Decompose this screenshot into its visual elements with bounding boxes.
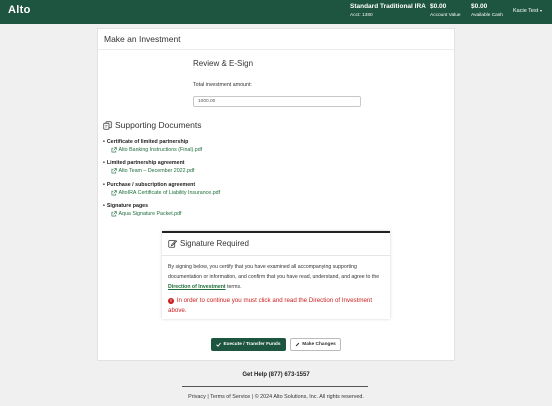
document-type: • Signature pages: [103, 203, 149, 210]
top-nav-bar: [0, 0, 552, 24]
available-cash-label: Available Cash: [471, 13, 503, 18]
document-link[interactable]: Aqua Signature Packet.pdf: [111, 210, 220, 218]
investment-amount-input[interactable]: [193, 96, 361, 107]
copyright-text: © 2024 Alto Solutions, Inc. All rights reserved.: [254, 394, 364, 400]
section-title: Review & E-Sign: [193, 59, 254, 68]
signature-terms: By signing below, you certify that you have examined all accompanying supporting documentation or information, and confirm that you have read, understand, and agree to the Direction of Investment terms.: [168, 264, 380, 290]
alto-logo[interactable]: Alto: [8, 4, 31, 16]
investment-card: [97, 28, 455, 361]
list-item: [103, 203, 220, 218]
account-value-stat: [430, 3, 461, 18]
list-item: [103, 182, 220, 197]
user-name: Kacie Test: [513, 8, 539, 14]
help-phone: Get Help (877) 673-1557: [242, 372, 310, 378]
document-type: • Certificate of limited partnership: [103, 139, 189, 145]
list-item: [103, 160, 220, 175]
exclamation-circle-icon: !: [168, 298, 174, 304]
available-cash-stat: [471, 3, 503, 18]
document-link[interactable]: AltoIRA Certificate of Liability Insurance.pdf: [111, 189, 220, 197]
execute-transfer-button[interactable]: Execute / Transfer Funds: [211, 338, 286, 351]
account-value-label: Account Value: [430, 13, 461, 18]
document-list: [103, 139, 220, 225]
signature-heading-text: Signature Required: [180, 239, 249, 248]
signature-warning: ! In order to continue you must click and read the Direction of Investment above.: [168, 297, 373, 314]
edit-signature-icon: [168, 239, 177, 248]
supporting-documents-heading: [103, 120, 201, 130]
account-number: Acct: 1380: [350, 13, 373, 18]
title-divider: [98, 49, 454, 50]
available-cash: $0.00: [471, 3, 488, 10]
document-link[interactable]: Alto Team – December 2022.pdf: [111, 167, 220, 175]
list-item: [103, 139, 220, 154]
chevron-down-icon: [540, 10, 542, 12]
privacy-link[interactable]: Privacy: [188, 394, 206, 400]
signature-heading: [168, 239, 249, 248]
signature-panel: [162, 231, 390, 319]
footer-divider: [182, 386, 368, 387]
signature-divider: [162, 255, 390, 256]
external-link-icon: [111, 147, 117, 153]
document-link[interactable]: Alto Banking Instructions (Final).pdf: [111, 146, 220, 154]
direction-of-investment-link[interactable]: Direction of Investment: [168, 284, 226, 290]
docs-heading-text: Supporting Documents: [115, 120, 202, 130]
user-menu[interactable]: [513, 8, 542, 14]
external-link-icon: [111, 211, 117, 217]
amount-label: Total investment amount:: [193, 82, 252, 88]
external-link-icon: [111, 168, 117, 174]
copy-documents-icon: [103, 121, 112, 130]
pencil-icon: [295, 342, 300, 347]
account-value: $0.00: [430, 3, 447, 10]
account-selector[interactable]: [350, 3, 426, 18]
check-icon: [216, 342, 221, 347]
document-type: • Purchase / subscription agreement: [103, 181, 196, 188]
account-name: Standard Traditional IRA: [350, 3, 426, 10]
document-type: • Limited partnership agreement: [103, 160, 185, 167]
terms-of-service-link[interactable]: Terms of Service: [210, 394, 251, 400]
make-changes-button[interactable]: Make Changes: [290, 338, 341, 351]
footer-links: Privacy | Terms of Service | © 2024 Alto Solutions, Inc. All rights reserved.: [188, 394, 364, 400]
page-title: Make an Investment: [104, 34, 181, 44]
external-link-icon: [111, 190, 117, 196]
